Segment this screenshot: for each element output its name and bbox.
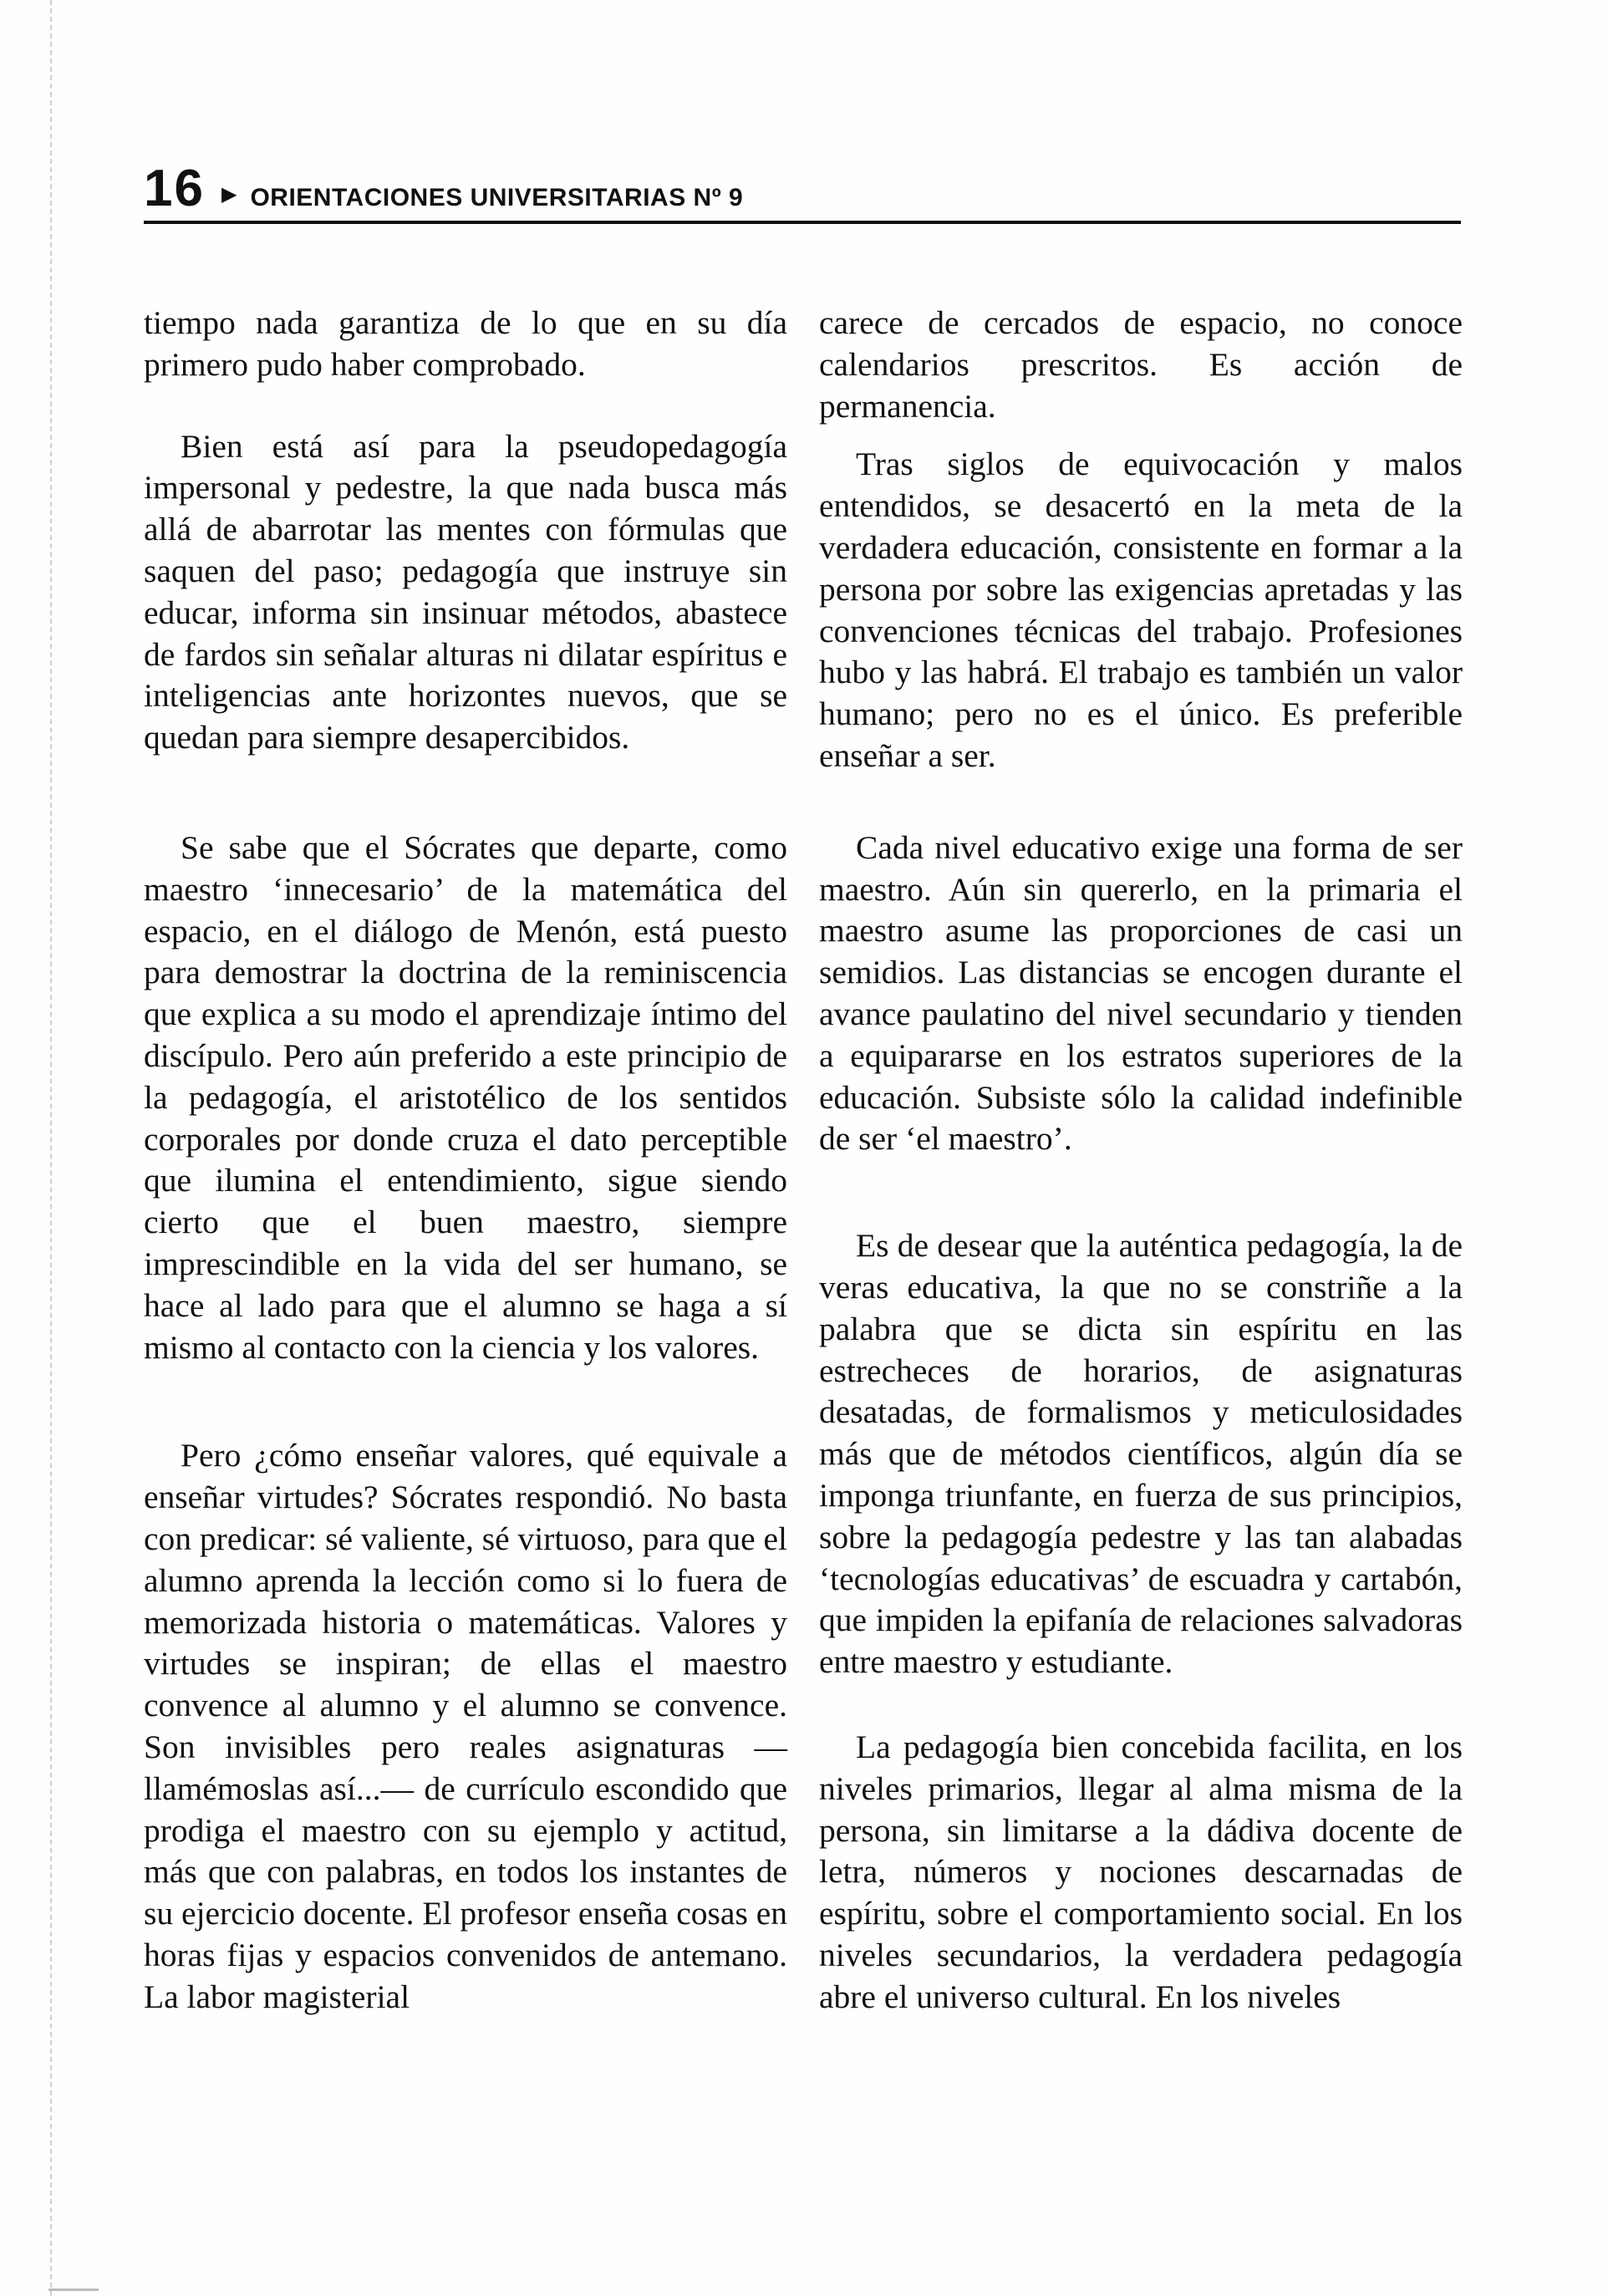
- paragraph: Pero ¿cómo enseñar valores, qué equivale a enseñar virtudes? Sócrates respondió. No basta con predicar: sé valiente, sé virtuoso, para que el alumno aprenda la lección como si lo fuera de memorizada historia o matemáticas. Valores y virtudes se inspiran; de ellas el maestro convence al alumno y el alumno se convence. Son invisibles pero reales asignaturas —llamémoslas así...— de currículo escondido que prodiga el maestro con su ejemplo y actitud, más que con palabras, en todos los instantes de su ejercicio docente. El profesor enseña cosas en horas fijas y espacios convenidos de antemano. La labor magisterial: [144, 1437, 787, 2015]
- paragraph: Cada nivel educativo exige una forma de ser maestro. Aún sin quererlo, en la primaria el maestro asume las proporciones de casi un semidios. Las distancias se encogen durante el avance paulatino del nivel secundario y tienden a equipararse en los estratos superiores de la educación. Subsiste sólo la calidad indefinible de ser ‘el maestro’.: [819, 828, 1463, 1158]
- scan-edge-line: [50, 0, 53, 2296]
- scan-corner-mark: [48, 2288, 99, 2291]
- paragraph: carece de cercados de espacio, no conoce calendarios prescritos. Es acción de permanencia.: [819, 304, 1463, 425]
- paragraph: Tras siglos de equivocación y malos entendidos, se desacertó en la meta de la verdadera educación, consistente en formar a la persona por sobre las exigencias apretadas y las convenciones técnicas del trabajo. Profesiones hubo y las habrá. El trabajo es también un valor humano; pero no es el único. Es preferible enseñar a ser.: [819, 445, 1463, 774]
- header-rule: [144, 221, 1461, 224]
- paragraph: Se sabe que el Sócrates que departe, como maestro ‘innecesario’ de la matemática del espacio, en el diálogo de Menón, está puesto para demostrar la doctrina de la reminiscencia que explica a su modo el aprendizaje íntimo del discípulo. Pero aún preferido a este principio de la pedagogía, el aristotélico de los sentidos corporales por donde cruza el dato perceptible que ilumina el entendimiento, sigue siendo cierto que el buen maestro, siempre imprescindible en la vida del ser humano, se hace al lado para que el alumno se haga a sí mismo al contacto con la ciencia y los valores.: [144, 828, 787, 1366]
- paragraph: tiempo nada garantiza de lo que en su día primero pudo haber comprobado.: [144, 304, 787, 383]
- publication-title: ORIENTACIONES UNIVERSITARIAS Nº 9: [250, 184, 744, 211]
- paragraph: Es de desear que la auténtica pedagogía, la de veras educativa, la que no se constriñe a la palabra que se dicta sin espíritu en las estrecheces de horarios, de asignaturas desatadas, de formalismos y meticulosidades más que de métodos científicos, algún día se imponga triunfante, en fuerza de sus principios, sobre la pedagogía pedestre y las tan alabadas ‘tecnologías educativas’ de escuadra y cartabón, que impiden la epifanía de relaciones salvadoras entre maestro y estudiante.: [819, 1227, 1463, 1681]
- paragraph: Bien está así para la pseudopedagogía impersonal y pedestre, la que nada busca más allá de abarrotar las mentes con fórmulas que saquen del paso; pedagogía que instruye sin educar, informa sin insinuar métodos, abastece de fardos sin señalar alturas ni dilatar espíritus e inteligencias ante horizontes nuevos, que se quedan para siempre desapercibidos.: [144, 427, 787, 756]
- paragraph: La pedagogía bien concebida facilita, en los niveles primarios, llegar al alma misma de la persona, sin limitarse a la dádiva docente de letra, números y nociones descarnadas de espíritu, sobre el comportamiento social. En los niveles secundarios, la verdadera pedagogía abre el universo cultural. En los niveles: [819, 1728, 1463, 2015]
- play-arrow-icon: ▶: [221, 183, 237, 206]
- right-column: [819, 303, 1463, 2018]
- left-column: [144, 303, 787, 2018]
- page-number: 16: [144, 160, 205, 217]
- running-header: [144, 159, 1461, 218]
